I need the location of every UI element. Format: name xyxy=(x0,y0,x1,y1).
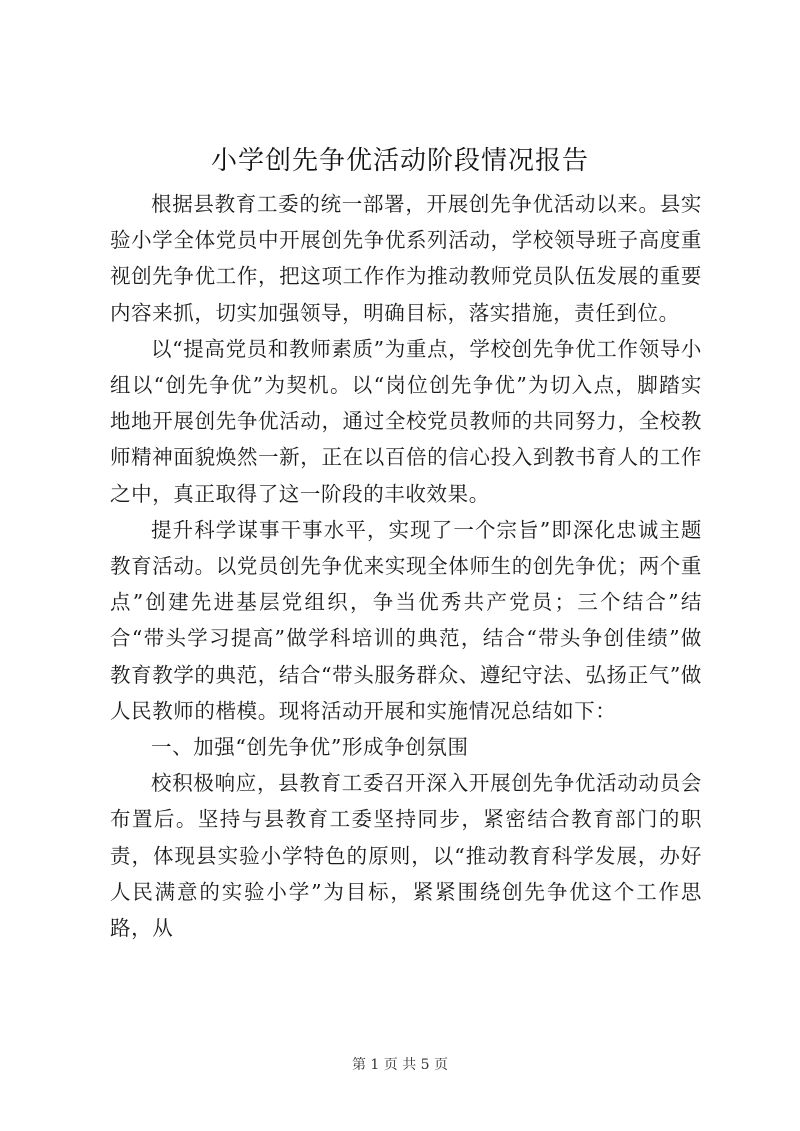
paragraph-1: 根据县教育工委的统一部署，开展创先争优活动以来。县实验小学全体党员中开展创先争优系列活动，学校领导班子高度重视创先争优工作，把这项工作作为推动教师党员队伍发展的重要内容来抓，切实加强领导，明确目标，落实措施，责任到位。 xyxy=(110,192,702,325)
document-title: 小学创先争优活动阶段情况报告 xyxy=(210,146,589,176)
section-heading: 一、加强“创先争优”形成争创氛围 xyxy=(151,735,469,760)
page-number-footer: 第 1 页 共 5 页 xyxy=(351,1057,449,1073)
paragraph-3: 提升科学谋事干事水平，实现了一个宗旨”即深化忠诚主题教育活动。以党员创先争优来实现全体师生的创先争优；两个重点”创建先进基层党组织，争当优秀共产党员；三个结合”结合“带头学习提高”做学科培训的典范，结合“带头争创佳绩”做教育教学的典范，结合“带头服务群众、遵纪守法、弘扬正气”做人民教师的楷模。现将活动开展和实施情况总结如下： xyxy=(110,517,702,723)
paragraph-2: 以“提高党员和教师素质”为重点，学校创先争优工作领导小组以“创先争优”为契机。以“岗位创先争优”为切入点，脚踏实地地开展创先争优活动，通过全校党员教师的共同努力，全校教师精神面貌焕然一新，正在以百倍的信心投入到教书育人的工作之中，真正取得了这一阶段的丰收效果。 xyxy=(110,336,702,506)
paragraph-4: 校积极响应，县教育工委召开深入开展创先争优活动动员会布置后。坚持与县教育工委坚持同步，紧密结合教育部门的职责，体现县实验小学特色的原则，以“推动教育科学发展，办好人民满意的实验小学”为目标，紧紧围绕创先争优这个工作思路，从 xyxy=(110,771,702,941)
document-body xyxy=(110,186,702,946)
